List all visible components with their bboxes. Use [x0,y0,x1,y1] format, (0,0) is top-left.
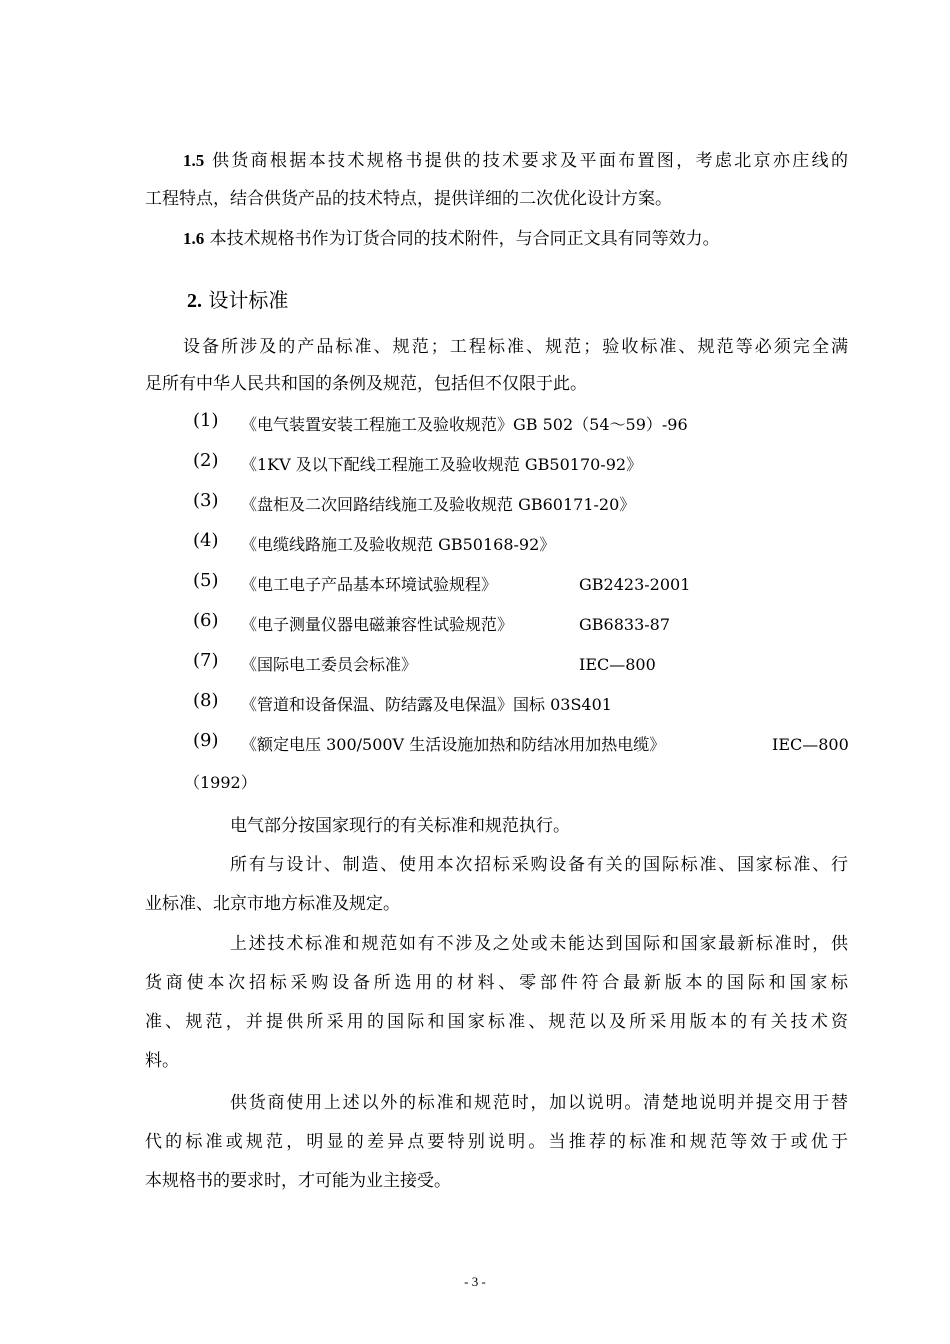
paragraph-2-line-2: 业标准、北京市地方标准及规定。 [145,894,400,914]
paragraph-4-line-1: 供货商使用上述以外的标准和规范时，加以说明。清楚地说明并提交用于替 [230,1093,848,1113]
paragraph-3-line-1: 上述技术标准和规范如有不涉及之处或未能达到国际和国家最新标准时，供 [230,934,848,954]
intro-line-1: 设备所涉及的产品标准、规范；工程标准、规范；验收标准、规范等必须完全满 [183,337,848,357]
page-number: - 3 - [464,1274,486,1289]
list-item-marker: (8) [193,690,219,711]
list-item-marker: (9) [193,730,219,751]
intro-line-2: 足所有中华人民共和国的条例及规范，包括但不仅限于此。 [145,374,587,394]
paragraph-3-line-4: 料。 [145,1051,179,1071]
standard-item-continuation: （1992） [184,773,257,792]
list-item-marker: (6) [193,610,219,631]
standard-code: GB2423-2001 [579,575,691,594]
standard-item: 《电子测量仪器电磁兼容性试验规范》 [241,615,514,634]
section-1-6 [183,228,720,250]
standard-item: 《盘柜及二次回路结线施工及验收规范 GB60171-20》 [241,495,636,514]
paragraph-3-line-3: 准、规范，并提供所采用的国际和国家标准、规范以及所采用版本的有关技术资 [145,1012,848,1032]
standard-code: IEC—800 [772,735,849,754]
paragraph-3-line-2: 货商使本次招标采购设备所选用的材料、零部件符合最新版本的国际和国家标 [145,973,848,993]
section-number: 1.6 [183,229,205,248]
list-item-marker: (4) [193,530,219,551]
paragraph-1: 电气部分按国家现行的有关标准和规范执行。 [230,816,570,836]
paragraph-4-line-3: 本规格书的要求时，才可能为业主接受。 [145,1171,451,1191]
section-text: 供货商根据本技术规格书提供的技术要求及平面布置图，考虑北京亦庄线的 [212,151,848,171]
standard-item: 《电气装置安装工程施工及验收规范》GB 502（54～59）-96 [241,415,688,434]
section-1-5-line-1 [183,150,848,172]
standard-code: IEC—800 [579,655,656,674]
section-number: 1.5 [183,151,205,170]
standard-item: 《国际电工委员会标准》 [241,655,418,674]
standard-item: 《电缆线路施工及验收规范 GB50168-92》 [241,535,556,554]
standard-item: 《1KV 及以下配线工程施工及验收规范 GB50170-92》 [241,455,643,474]
standard-item: 《额定电压 300/500V 生活设施加热和防结冰用加热电缆》 [241,735,666,754]
heading-number: 2. [187,290,202,312]
standard-item: 《电工电子产品基本环境试验规程》 [241,575,498,594]
list-item-marker: (2) [193,450,219,471]
section-1-5-line-2: 工程特点，结合供货产品的技术特点，提供详细的二次优化设计方案。 [145,189,672,209]
paragraph-2-line-1: 所有与设计、制造、使用本次招标采购设备有关的国际标准、国家标准、行 [230,855,848,875]
list-item-marker: (1) [193,410,219,431]
section-heading [187,289,288,312]
list-item-marker: (3) [193,490,219,511]
list-item-marker: (5) [193,570,219,591]
paragraph-4-line-2: 代的标准或规范，明显的差异点要特别说明。当推荐的标准和规范等效于或优于 [145,1132,848,1152]
standard-code: GB6833-87 [579,615,671,634]
list-item-marker: (7) [193,650,219,671]
heading-title: 设计标准 [208,288,289,312]
section-text: 本技术规格书作为订货合同的技术附件，与合同正文具有同等效力。 [209,229,720,249]
standard-item: 《管道和设备保温、防结露及电保温》国标 03S401 [241,695,612,714]
